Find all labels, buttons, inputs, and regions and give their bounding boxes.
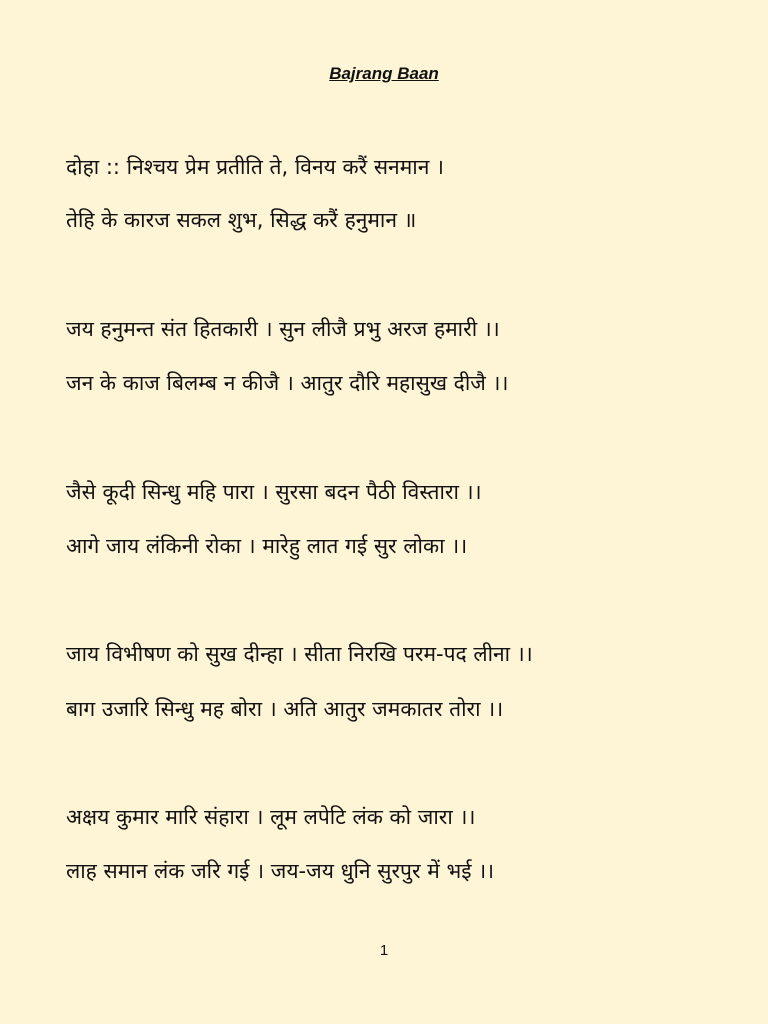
verse-line-5: जाय विभीषण को सुख दीन्हा । सीता निरखि परम-पद लीना ।। [66, 642, 533, 666]
verse-line-6: बाग उजारि सिन्धु मह बोरा । अति आतुर जमकातर तोरा ।। [66, 697, 504, 721]
doha-line-2: तेहि के कारज सकल शुभ, सिद्ध करैं हनुमान ॥ [66, 208, 417, 232]
verse-line-3: जैसे कूदी सिन्धु महि पारा । सुरसा बदन पैठी विस्तारा ।। [66, 480, 482, 504]
doha-line-1: दोहा :: निश्चय प्रेम प्रतीति ते, विनय करैं सनमान । [66, 155, 444, 179]
page-number: 1 [379, 942, 389, 959]
verse-line-4: आगे जाय लंकिनी रोका । मारेहु लात गई सुर लोका ।। [66, 534, 468, 558]
verse-line-8: लाह समान लंक जरि गई । जय-जय धुनि सुरपुर में भई ।। [66, 859, 495, 883]
verse-line-1: जय हनुमन्त संत हितकारी । सुन लीजै प्रभु अरज हमारी ।। [66, 317, 500, 341]
document-title: Bajrang Baan [329, 64, 439, 83]
verse-line-7: अक्षय कुमार मारि संहारा । लूम लपेटि लंक को जारा ।। [66, 805, 476, 829]
verse-line-2: जन के काज बिलम्ब न कीजै । आतुर दौरि महासुख दीजै ।। [66, 371, 509, 395]
